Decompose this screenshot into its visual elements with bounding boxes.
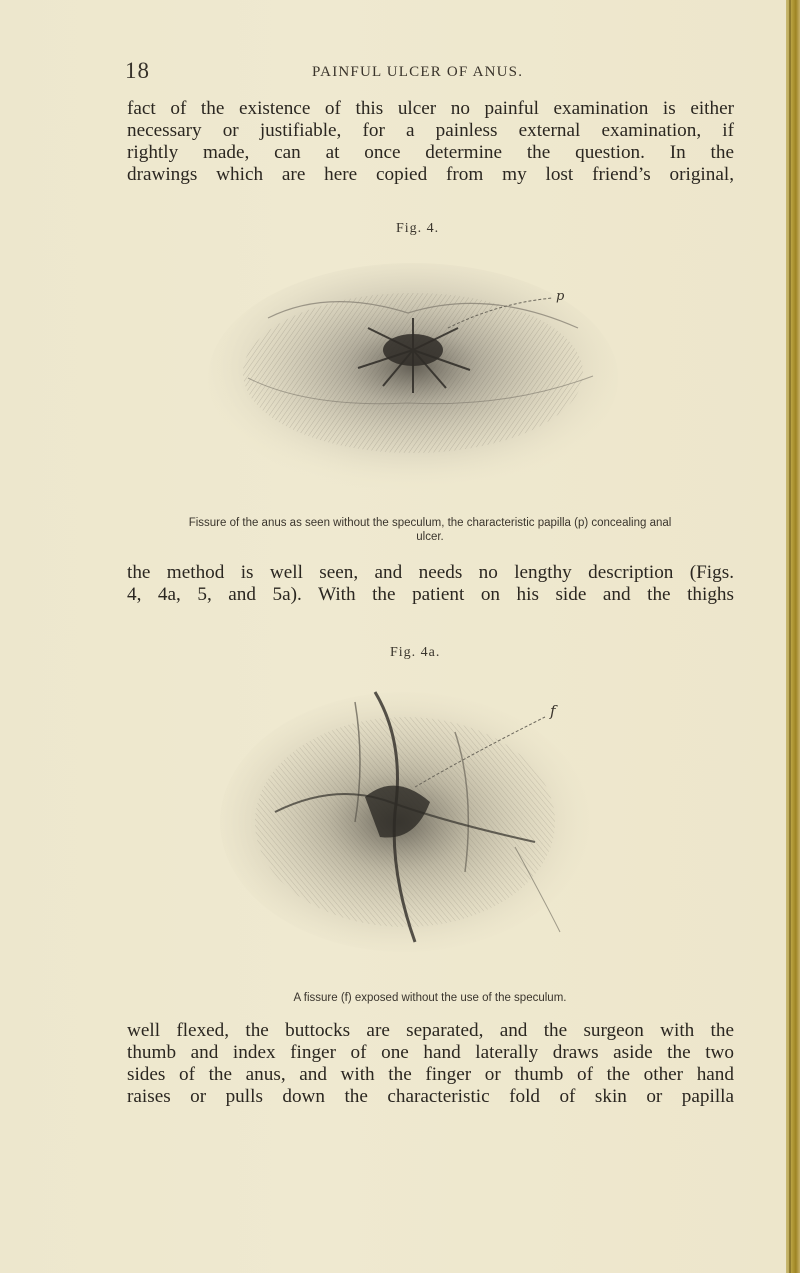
text-line: fact of the existence of this ulcer no painful examination is either bbox=[127, 98, 734, 119]
figure-4a-marker-f: f bbox=[550, 702, 556, 720]
caption-line: ulcer. bbox=[416, 531, 444, 543]
paragraph-3 bbox=[127, 1020, 734, 1108]
text-line: well flexed, the buttocks are separated, and the surgeon with the bbox=[127, 1020, 734, 1041]
figure-4a-label: Fig. 4a. bbox=[390, 645, 441, 660]
text-line: necessary or justifiable, for a painless external examination, if bbox=[127, 120, 734, 141]
paragraph-1 bbox=[127, 98, 734, 186]
page-edge-shadow bbox=[789, 0, 791, 1273]
page-header bbox=[0, 58, 786, 88]
text-line: thumb and index finger of one hand laterally draws aside the two bbox=[127, 1042, 734, 1063]
text-line: drawings which are here copied from my lost friend’s original, bbox=[127, 164, 734, 185]
figure-4-illustration bbox=[208, 258, 628, 508]
figure-4a-illustration bbox=[215, 672, 615, 962]
text-line: the method is well seen, and needs no lengthy description (Figs. bbox=[127, 562, 734, 583]
paragraph-2 bbox=[127, 562, 734, 606]
figure-4a-caption: A fissure (f) exposed without the use of the speculum. bbox=[293, 992, 567, 1004]
text-line: raises or pulls down the characteristic fold of skin or papilla bbox=[127, 1086, 734, 1107]
figure-4-caption bbox=[100, 516, 760, 544]
running-head: PAINFUL ULCER OF ANUS. bbox=[312, 64, 524, 80]
figure-4-marker-p: p bbox=[556, 289, 565, 304]
figure-4-label: Fig. 4. bbox=[396, 221, 440, 236]
text-line: 4, 4a, 5, and 5a). With the patient on his side and the thighs bbox=[127, 584, 734, 605]
page-number: 18 bbox=[125, 58, 150, 83]
text-line: sides of the anus, and with the finger or thumb of the other hand bbox=[127, 1064, 734, 1085]
text-line: rightly made, can at once determine the question. In the bbox=[127, 142, 734, 163]
caption-line: Fissure of the anus as seen without the speculum, the characteristic papilla (p) concealing anal bbox=[188, 517, 672, 529]
